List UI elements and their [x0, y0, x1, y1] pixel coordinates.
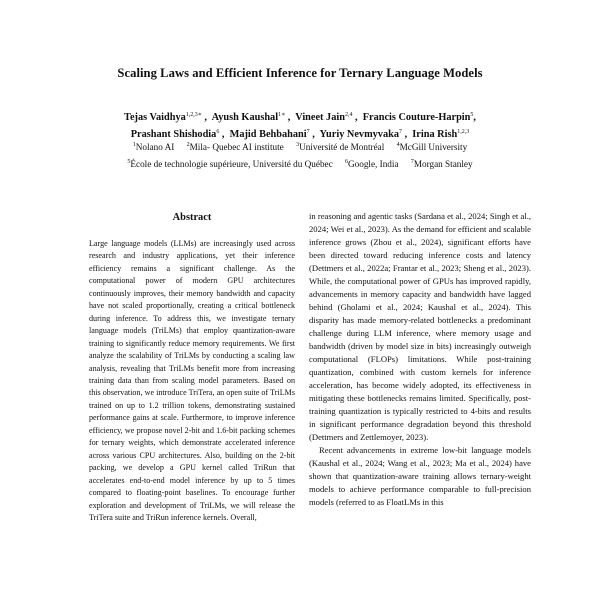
author-separator: ,	[287, 112, 293, 123]
author-separator: ,	[355, 112, 361, 123]
author-mark: 5	[470, 112, 474, 118]
affiliation-name: École de technologie supérieure, Université du Québec	[130, 159, 333, 169]
affiliation-mark: 1	[132, 142, 136, 148]
affiliation-line-1	[0, 138, 600, 155]
abstract-heading: Abstract	[172, 212, 212, 223]
author-mark: 2,4	[344, 112, 353, 118]
affiliation-mark: 3	[296, 142, 300, 148]
author-mark: 1,2,3	[457, 129, 470, 135]
author-name: Vineet Jain	[295, 112, 345, 123]
author-list	[0, 108, 600, 142]
author-separator: ,	[473, 112, 476, 123]
author-name: Tejas Vaidhya	[124, 112, 186, 123]
author-mark: 6	[216, 129, 220, 135]
affiliation-name: Google, India	[348, 159, 399, 169]
author-separator: ,	[404, 129, 410, 140]
author-separator: ,	[312, 129, 318, 140]
paper-title: Scaling Laws and Efficient Inference for Ternary Language Models	[117, 66, 483, 80]
author-name: Ayush Kaushal	[211, 112, 279, 123]
author-name: Majid Behbahani	[229, 129, 307, 140]
affiliation-mark: 2	[186, 142, 190, 148]
author-separator: ,	[221, 129, 228, 140]
affiliation-line-2	[0, 155, 600, 172]
affiliation-name: Nolano AI	[135, 142, 175, 152]
affiliation-name: Morgan Stanley	[413, 159, 473, 169]
intro-paragraph-2: Recent advancements in extreme low-bit language models (Kaushal et al., 2024; Wang et al., 2023; Ma et al., 2024) have shown that quantization-aware training allows ternary-weight models to achieve performance comparable to full-precision models (referred to as FloatLMs in this	[309, 445, 531, 507]
affiliation-mark: 6	[345, 159, 348, 165]
author-name: Francis Couture-Harpin	[362, 112, 471, 123]
abstract-text: Large language models (LLMs) are increasingly used across research and industry applications, yet their inference efficiency remains a significant challenge. As the computational power of modern GPU architectures continuously improves, their memory bandwidth and capacity have not scaled proportionally, creating a critical bottleneck during inference. To address this, we investigate ternary language models (TriLMs) that employ quantization-aware training to significantly reduce memory requirements. We first analyze the scalability of TriLMs by conducting a scaling law analysis, revealing that TriLMs benefit more from increasing training data than from scaling model parameters. Based on this observation, we introduce TriTera, an open suite of TriLMs trained on up to 1.2 trillion tokens, demonstrating sustained performance gains at scale. Furthermore, to improve inference efficiency, we propose novel 2-bit and 1.6-bit packing schemes for ternary weights, which demonstrate accelerated inference across various CPU architectures. Also, building on the 2-bit packing, we develop a GPU kernel called TriRun that accelerates end-to-end model inference by up to 5 times compared to floating-point baselines. To encourage further exploration and development of TriLMs, we will release the TriTera suite and TriRun inference kernels. Overall,	[89, 239, 295, 522]
affiliation-name: McGill University	[399, 142, 468, 152]
author-mark: 1∗	[278, 112, 286, 118]
affiliation-mark: 4	[396, 142, 400, 148]
affiliation-mark: 5	[127, 159, 131, 165]
author-mark: 7	[398, 129, 402, 135]
affiliation-list	[0, 138, 600, 172]
author-name: Yuriy Nevmyvaka	[319, 129, 399, 140]
affiliation-mark: 7	[410, 159, 414, 165]
intro-paragraph-1: in reasoning and agentic tasks (Sardana et al., 2024; Singh et al., 2024; Wei et al., 2023). As the demand for efficient and scalable inference grows (Zhou et al., 2024), significant efforts have been directed toward reducing inference costs and latency (Dettmers et al., 2022a; Frantar et al., 2023; Sheng et al., 2023). While, the computational power of GPUs has improved rapidly, advancements in memory capacity and bandwidth have lagged behind (Gholami et al., 2024; Kaushal et al., 2024). This disparity has made memory-related bottlenecks a predominant challenge during LLM inference, where memory usage and bandwidth (driven by model size in bits) increasingly outweigh computational (FLOPs) limitations. While post-training quantization, combined with custom kernels for inference acceleration, has become widely adopted, its effectiveness in mitigating these bottlenecks remains limited. Specifically, post-training quantization is typically restricted to 4-bits and results in significant performance degradation beyond this threshold (Dettmers and Zettlemoyer, 2023).	[309, 211, 531, 442]
author-mark: 1,2,3∗	[185, 112, 202, 118]
introduction-column	[309, 210, 531, 509]
author-mark: 7	[306, 129, 310, 135]
author-name: Irina Rish	[412, 129, 458, 140]
author-name: Prashant Shishodia	[130, 129, 217, 140]
affiliation-name: Université de Montréal	[299, 142, 385, 152]
author-separator: ,	[204, 112, 210, 123]
author-line-1	[0, 108, 600, 125]
affiliation-name: Mila- Quebec AI institute	[189, 142, 284, 152]
